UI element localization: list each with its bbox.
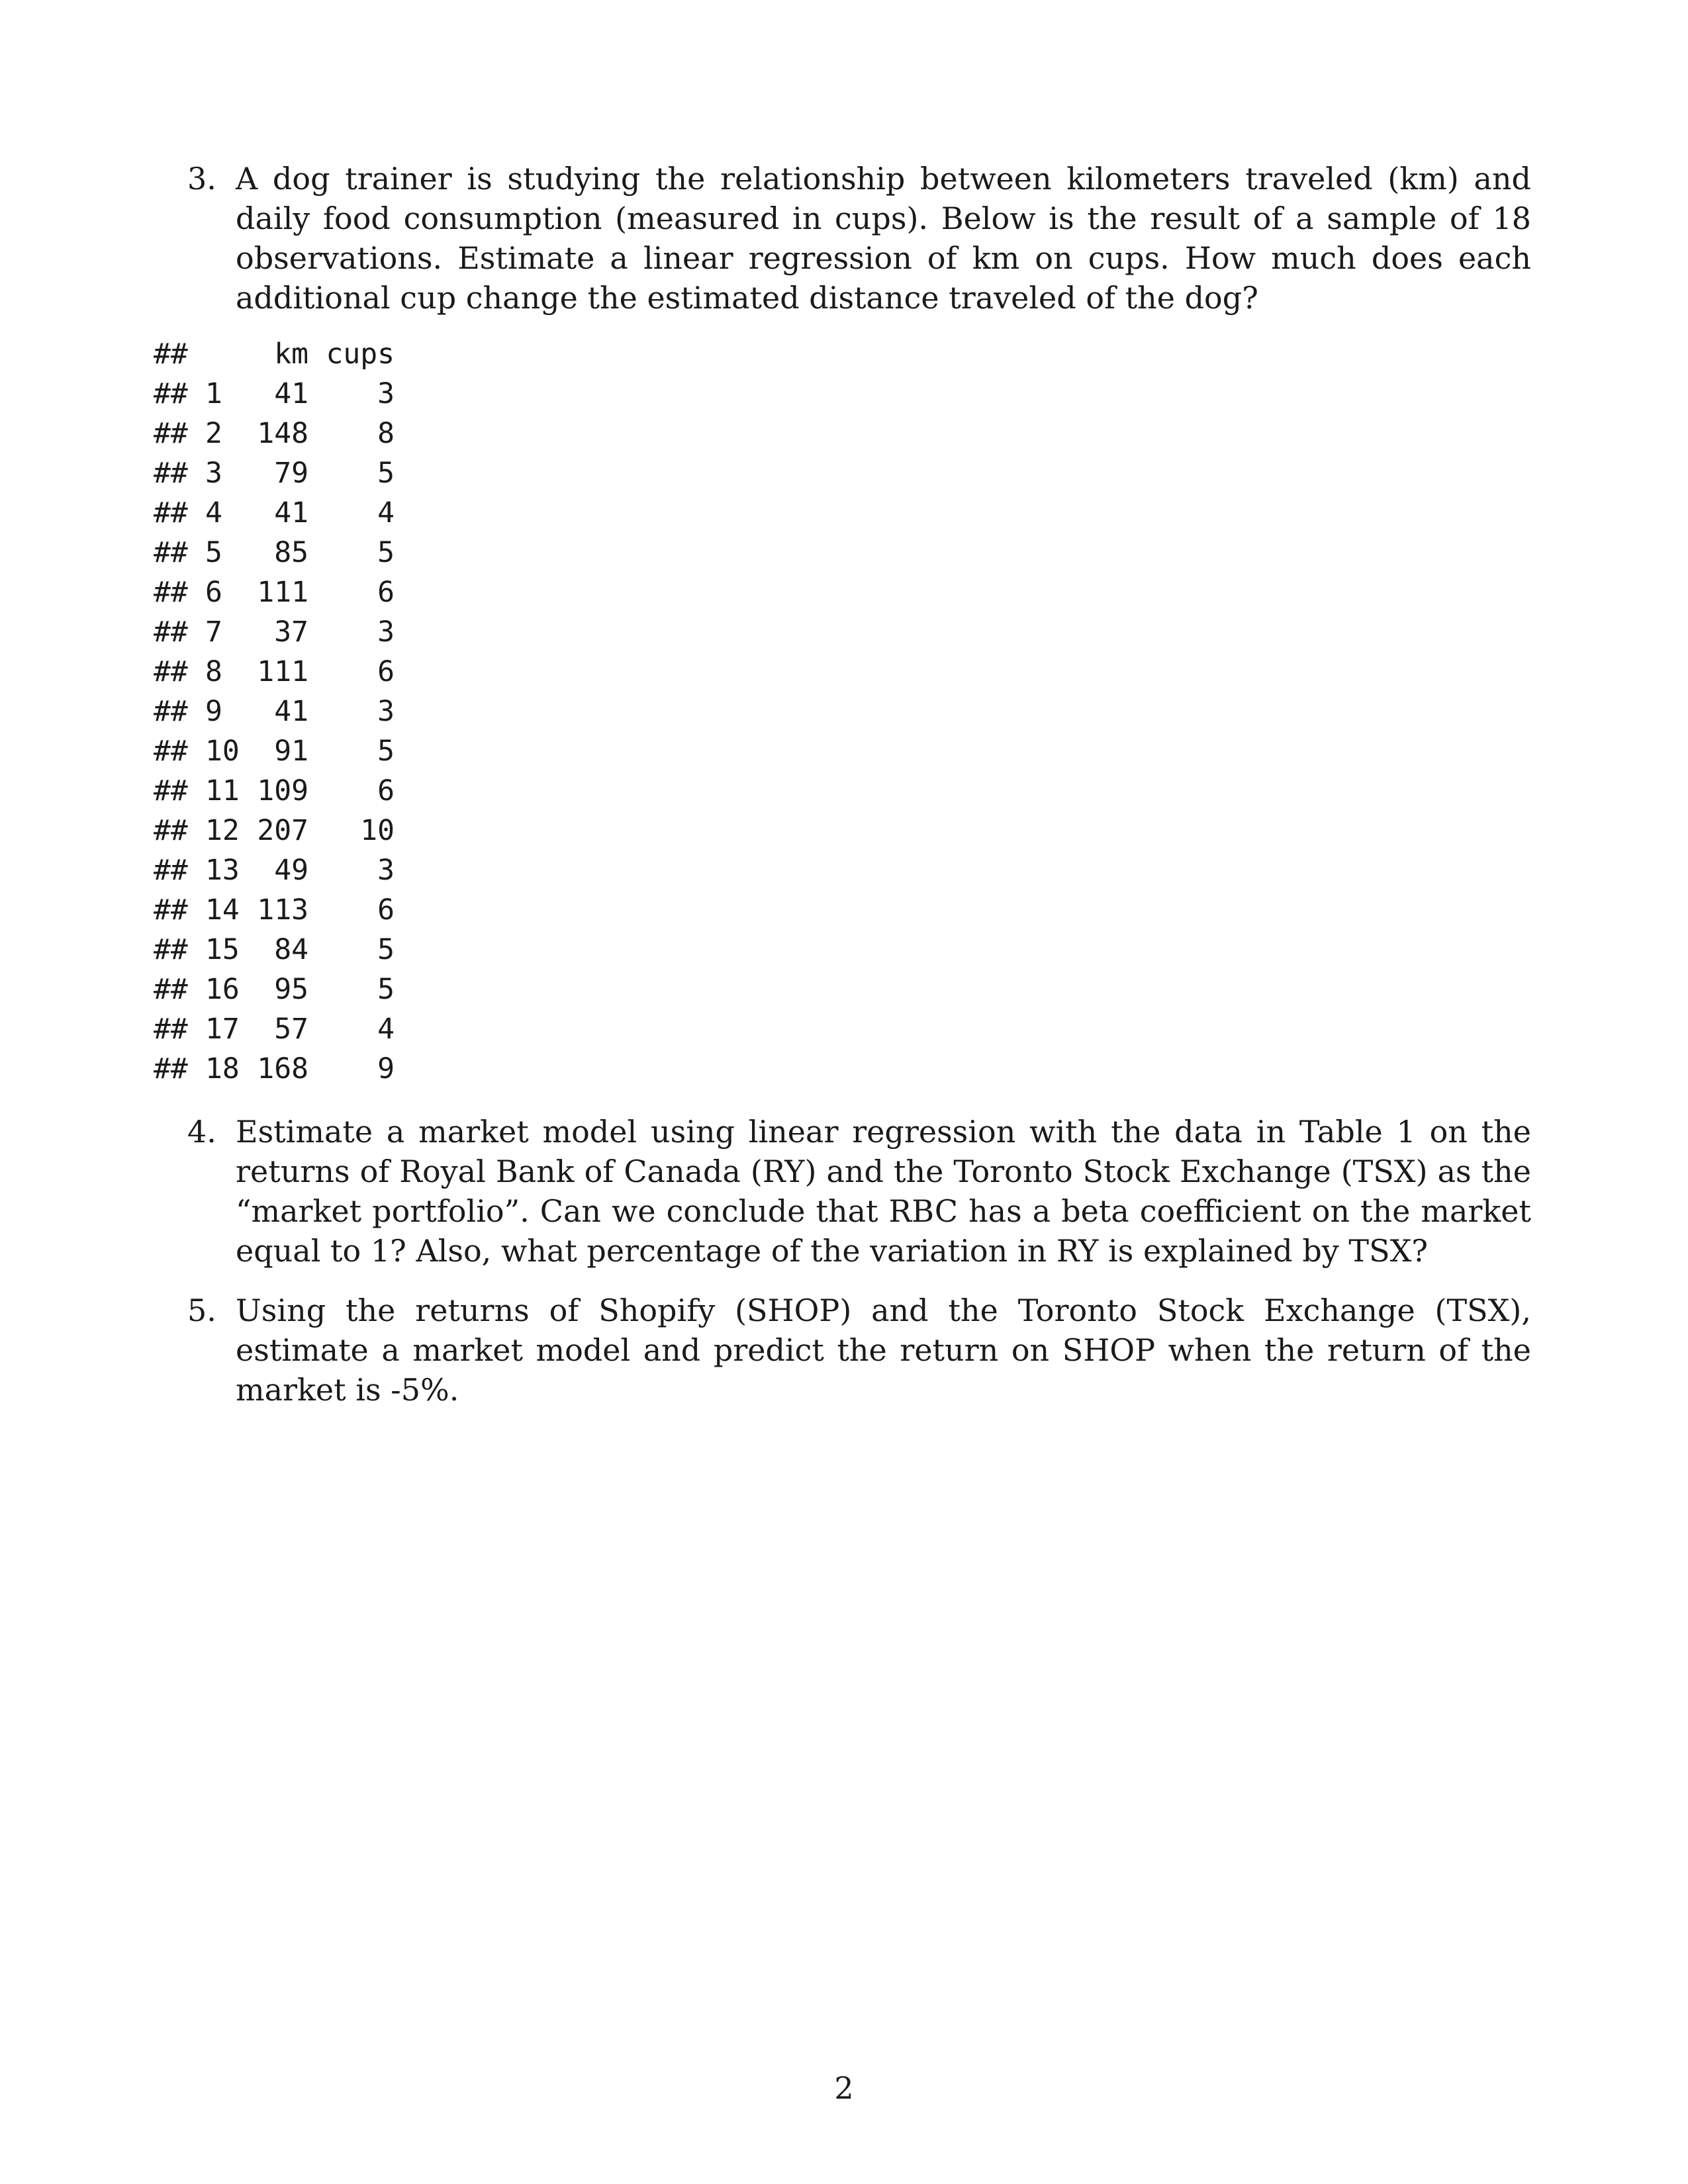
cups-value: 6 (377, 774, 395, 807)
table-row (154, 612, 395, 652)
row-index: 16 (205, 973, 240, 1006)
cups-value: 3 (377, 377, 395, 410)
comment-prefix: ## (154, 933, 188, 966)
km-value: 37 (274, 615, 308, 649)
km-value: 85 (274, 536, 308, 569)
row-index: 7 (205, 615, 222, 649)
cups-value: 8 (377, 417, 395, 450)
table-row (154, 572, 395, 612)
km-column-header: km (274, 338, 308, 371)
km-value: 111 (257, 576, 308, 609)
comment-prefix: ## (154, 893, 188, 927)
km-value: 41 (274, 496, 308, 529)
row-index: 6 (205, 576, 222, 609)
comment-prefix: ## (154, 814, 188, 847)
question-number: 3. (187, 161, 216, 197)
row-index: 2 (205, 417, 222, 450)
table-row (154, 533, 395, 572)
row-index: 17 (205, 1013, 240, 1046)
comment-prefix: ## (154, 973, 188, 1006)
table-header-row (154, 334, 395, 374)
comment-prefix: ## (154, 615, 188, 649)
row-index: 18 (205, 1052, 240, 1085)
row-index: 13 (205, 854, 240, 887)
km-value: 57 (274, 1013, 308, 1046)
table-row (154, 930, 395, 970)
row-index: 3 (205, 457, 222, 490)
comment-prefix: ## (154, 854, 188, 887)
km-value: 41 (274, 377, 308, 410)
table-row (154, 692, 395, 731)
table-row (154, 493, 395, 533)
row-index: 11 (205, 774, 240, 807)
question-number: 5. (187, 1293, 216, 1328)
km-value: 113 (257, 893, 308, 927)
comment-prefix: ## (154, 338, 188, 371)
km-value: 168 (257, 1052, 308, 1085)
table-row (154, 652, 395, 692)
cups-value: 5 (377, 536, 395, 569)
km-value: 84 (274, 933, 308, 966)
cups-column-header: cups (326, 338, 395, 371)
index-header (205, 334, 257, 374)
cups-value: 6 (377, 576, 395, 609)
row-index: 14 (205, 893, 240, 927)
row-index: 4 (205, 496, 222, 529)
km-value: 49 (274, 854, 308, 887)
cups-value: 5 (377, 457, 395, 490)
question-number: 4. (187, 1114, 216, 1150)
comment-prefix: ## (154, 457, 188, 490)
km-value: 95 (274, 973, 308, 1006)
row-index: 5 (205, 536, 222, 569)
cups-value: 4 (377, 1013, 395, 1046)
table-row (154, 374, 395, 414)
comment-prefix: ## (154, 774, 188, 807)
cups-value: 5 (377, 735, 395, 768)
row-index: 8 (205, 655, 222, 688)
cups-value: 5 (377, 933, 395, 966)
cups-value: 6 (377, 893, 395, 927)
cups-value: 10 (360, 814, 395, 847)
question-4 (187, 1112, 1531, 1271)
comment-prefix: ## (154, 496, 188, 529)
table-row (154, 811, 395, 850)
cups-value: 3 (377, 854, 395, 887)
comment-prefix: ## (154, 1013, 188, 1046)
table-row (154, 890, 395, 930)
row-index: 15 (205, 933, 240, 966)
page-number: 2 (834, 2070, 854, 2106)
table-row (154, 771, 395, 811)
km-value: 207 (257, 814, 308, 847)
table-row (154, 970, 395, 1009)
km-value: 111 (257, 655, 308, 688)
question-text: A dog trainer is studying the relationship between kilometers traveled (km) and daily food consumption (measured in cups). Below is the result of a sample of 18 observations. Estimate a linear regression of km on cups. How much does each additional cup change the estimated distance traveled of the dog? (236, 161, 1531, 316)
question-text: Using the returns of Shopify (SHOP) and the Toronto Stock Exchange (TSX), estimate a market model and predict the return on SHOP when the return of the market is -5%. (236, 1293, 1531, 1408)
question-3 (187, 159, 1531, 318)
cups-value: 6 (377, 655, 395, 688)
comment-prefix: ## (154, 417, 188, 450)
table-row (154, 414, 395, 453)
r-output-table (154, 334, 395, 1089)
km-value: 41 (274, 695, 308, 728)
row-index: 1 (205, 377, 222, 410)
row-index: 9 (205, 695, 222, 728)
km-value: 79 (274, 457, 308, 490)
cups-value: 3 (377, 615, 395, 649)
cups-value: 5 (377, 973, 395, 1006)
table-row (154, 1049, 395, 1089)
table-row (154, 850, 395, 890)
table-row (154, 1009, 395, 1049)
question-text: Estimate a market model using linear regression with the data in Table 1 on the returns of Royal Bank of Canada (RY) and the Toronto Stock Exchange (TSX) as the “market portfolio”. Can we conclude that RBC has a beta coefficient on the market equal to 1? Also, what percentage of the variation in RY is explained by TSX? (236, 1114, 1531, 1269)
cups-value: 3 (377, 695, 395, 728)
table-row (154, 731, 395, 771)
comment-prefix: ## (154, 536, 188, 569)
comment-prefix: ## (154, 377, 188, 410)
km-value: 148 (257, 417, 308, 450)
row-index: 12 (205, 814, 240, 847)
comment-prefix: ## (154, 735, 188, 768)
comment-prefix: ## (154, 576, 188, 609)
km-value: 109 (257, 774, 308, 807)
comment-prefix: ## (154, 695, 188, 728)
comment-prefix: ## (154, 655, 188, 688)
table-row (154, 453, 395, 493)
row-index: 10 (205, 735, 240, 768)
km-value: 91 (274, 735, 308, 768)
comment-prefix: ## (154, 1052, 188, 1085)
cups-value: 4 (377, 496, 395, 529)
cups-value: 9 (377, 1052, 395, 1085)
question-5 (187, 1291, 1531, 1410)
